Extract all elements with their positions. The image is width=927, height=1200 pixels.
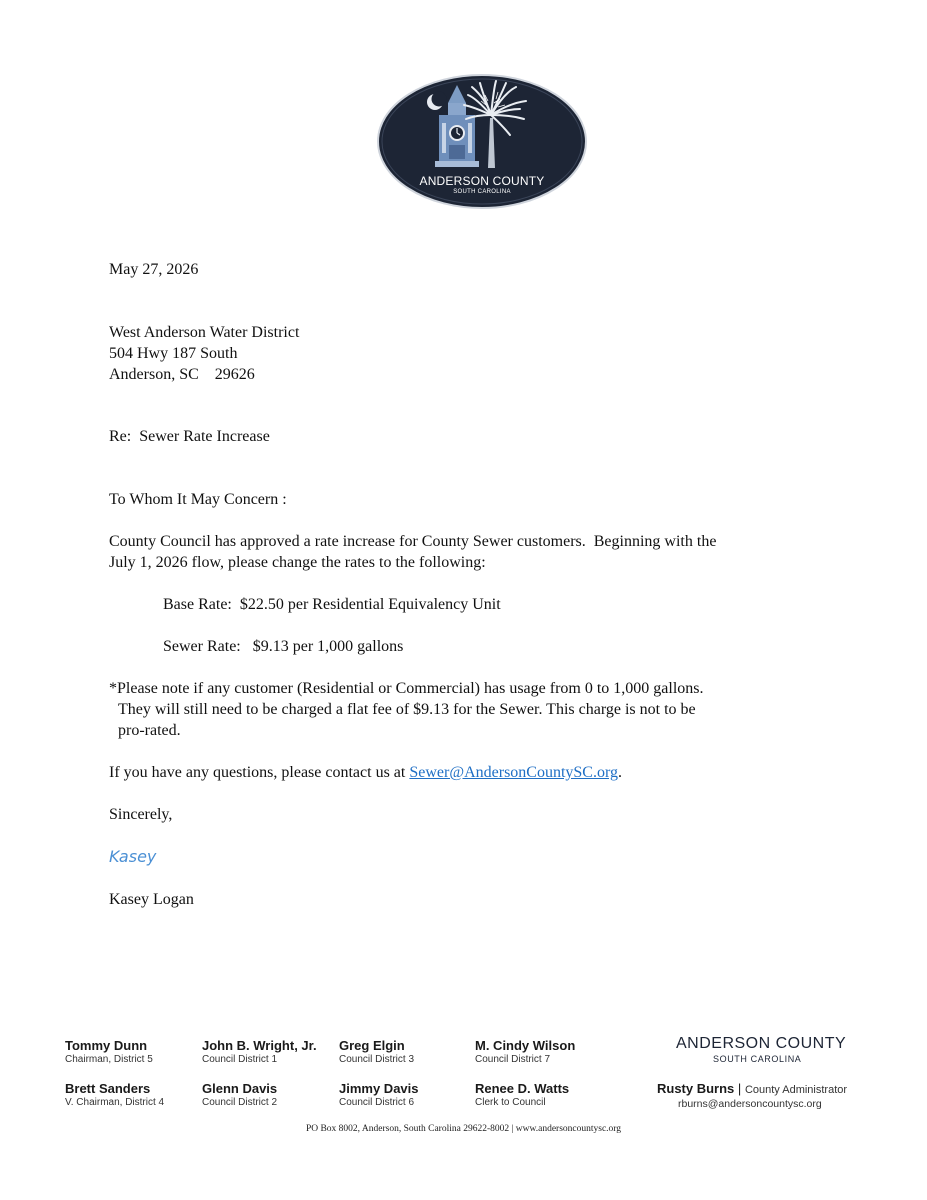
body-line-1: County Council has approved a rate increase for County Sewer customers. Beginning with the bbox=[109, 533, 717, 550]
letter-closing: Sincerely, bbox=[109, 806, 173, 823]
logo-title: ANDERSON COUNTY bbox=[419, 174, 545, 188]
recipient-street: 504 Hwy 187 South bbox=[109, 345, 238, 362]
letter-subject: Re: Sewer Rate Increase bbox=[109, 428, 270, 445]
council-member-name: Jimmy Davis bbox=[339, 1081, 419, 1096]
contact-suffix: . bbox=[618, 764, 623, 781]
administrator-email: rburns@andersoncountysc.org bbox=[678, 1098, 822, 1110]
letter-salutation: To Whom It May Concern : bbox=[109, 491, 287, 508]
administrator-separator: | bbox=[737, 1081, 742, 1096]
council-member-name: Greg Elgin bbox=[339, 1038, 405, 1053]
administrator-name: Rusty Burns bbox=[657, 1081, 735, 1096]
council-member-name: Glenn Davis bbox=[202, 1081, 278, 1096]
footer-county-state: SOUTH CAROLINA bbox=[713, 1054, 802, 1064]
council-member-role: Chairman, District 5 bbox=[65, 1054, 153, 1065]
council-member-role: Council District 7 bbox=[475, 1054, 551, 1065]
council-member-role: V. Chairman, District 4 bbox=[65, 1097, 165, 1108]
council-member-role: Council District 6 bbox=[339, 1097, 415, 1108]
council-member-name: John B. Wright, Jr. bbox=[202, 1038, 317, 1053]
contact-email-link[interactable]: Sewer@AndersonCountySC.org bbox=[409, 764, 619, 781]
recipient-name: West Anderson Water District bbox=[109, 324, 300, 341]
council-member-role: Council District 3 bbox=[339, 1054, 415, 1065]
logo-subtitle: SOUTH CAROLINA bbox=[453, 189, 511, 195]
administrator-line bbox=[657, 1081, 847, 1096]
administrator-role: County Administrator bbox=[744, 1084, 848, 1096]
contact-prefix: If you have any questions, please contact us at bbox=[109, 764, 410, 781]
footer-address: PO Box 8002, Anderson, South Carolina 29622-8002 | www.andersoncountysc.org bbox=[305, 1124, 622, 1134]
contact-line bbox=[109, 764, 622, 782]
note-line-3: pro-rated. bbox=[118, 722, 181, 739]
council-member-name: Tommy Dunn bbox=[65, 1038, 148, 1053]
county-logo bbox=[376, 73, 588, 210]
base-rate: Base Rate: $22.50 per Residential Equivalency Unit bbox=[163, 596, 501, 613]
note-line-2: They will still need to be charged a flat fee of $9.13 for the Sewer. This charge is not to be bbox=[118, 701, 696, 718]
sewer-rate: Sewer Rate: $9.13 per 1,000 gallons bbox=[163, 638, 404, 655]
note-line-1: *Please note if any customer (Residential or Commercial) has usage from 0 to 1,000 gallons. bbox=[109, 680, 704, 697]
council-member-role: Council District 1 bbox=[202, 1054, 278, 1065]
footer-county-name: ANDERSON COUNTY bbox=[676, 1035, 847, 1052]
council-member-role: Council District 2 bbox=[202, 1097, 278, 1108]
recipient-city-state-zip: Anderson, SC 29626 bbox=[109, 366, 255, 383]
council-member-name: M. Cindy Wilson bbox=[475, 1038, 576, 1053]
council-member-role: Clerk to Council bbox=[475, 1097, 546, 1108]
signature: Kasey bbox=[109, 847, 157, 866]
council-member-name: Brett Sanders bbox=[65, 1081, 151, 1096]
letter-date: May 27, 2026 bbox=[109, 261, 199, 278]
body-line-2: July 1, 2026 flow, please change the rates to the following: bbox=[109, 554, 486, 571]
signer-name: Kasey Logan bbox=[109, 891, 194, 908]
council-member-name: Renee D. Watts bbox=[475, 1081, 570, 1096]
